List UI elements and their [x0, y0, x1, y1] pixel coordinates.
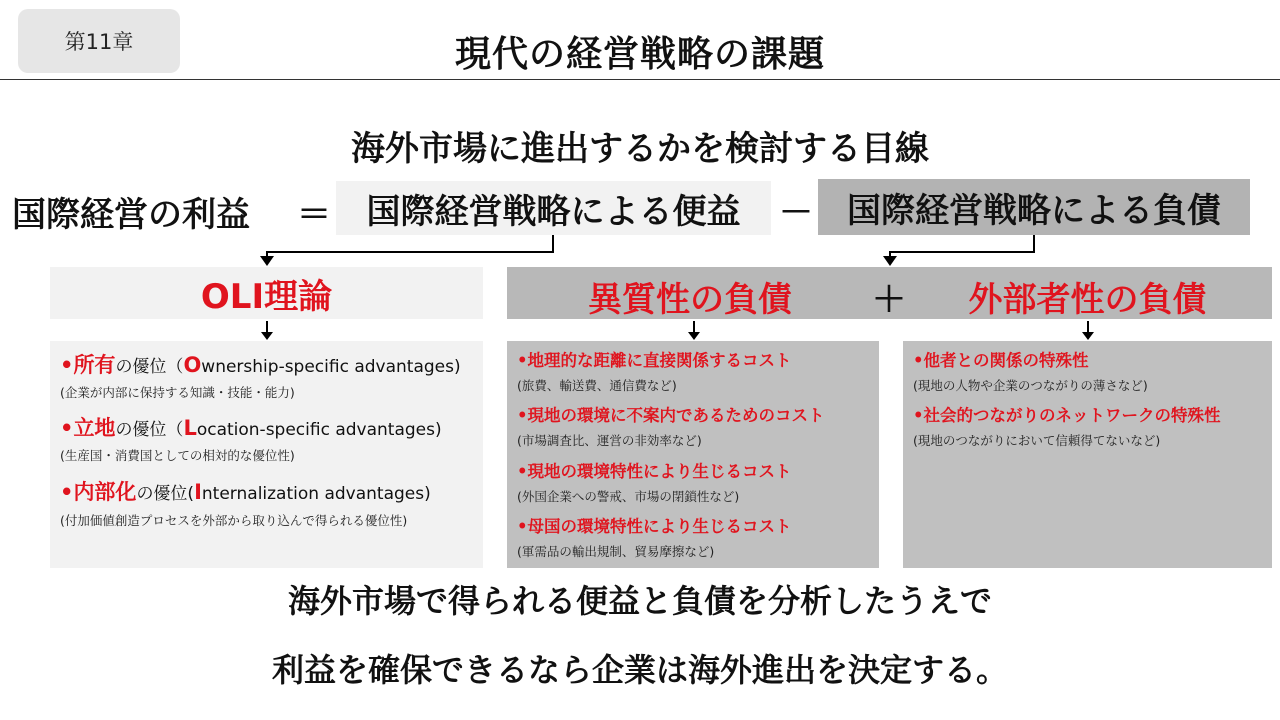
outsider-panel [903, 341, 1272, 568]
outsider-title: 外部者性の負債 [968, 280, 1207, 320]
bullet: • [60, 353, 74, 377]
oli-item-ownership [60, 349, 461, 379]
oli-note-location: (生産国・消費国としての相対的な優位性) [60, 448, 295, 463]
arrow-down-oli-icon [260, 321, 274, 341]
arrow-down-outsider-icon [1081, 321, 1095, 341]
oli-rest: wnership-specific advantages) [201, 357, 461, 377]
heterogeneity-note: (外国企業への警戒、市場の閉鎖性など) [517, 489, 740, 504]
heterogeneity-item: •現地の環境に不案内であるためのコスト [517, 406, 825, 425]
oli-key: 所有 [73, 353, 116, 377]
oli-item-internalization [60, 476, 431, 506]
heterogeneity-item: •母国の環境特性により生じるコスト [517, 517, 792, 536]
oli-key: 立地 [73, 416, 116, 440]
heterogeneity-note: (旅費、輸送費、通信費など) [517, 378, 677, 393]
equation-minus: － [779, 193, 813, 233]
outsider-note: (現地の人物や企業のつながりの薄さなど) [913, 378, 1148, 393]
oli-rest: ocation-specific advantages) [196, 420, 442, 440]
equation-benefit: 国際経営戦略による便益 [366, 191, 741, 232]
oli-item-location [60, 412, 442, 442]
equation-liability: 国際経営戦略による負債 [847, 190, 1221, 231]
outsider-item: •社会的つながりのネットワークの特殊性 [913, 406, 1221, 425]
oli-title: OLI理論 [200, 276, 333, 317]
title-divider [0, 79, 1280, 80]
equation-benefit-box [336, 181, 771, 235]
arrow-down-heterogeneity-icon [687, 321, 701, 341]
oli-mid: の優位（ [115, 420, 184, 440]
oli-letter: I [194, 480, 202, 504]
oli-mid: の優位（ [115, 357, 184, 377]
oli-mid: の優位( [136, 484, 195, 504]
bullet: • [60, 480, 74, 504]
oli-letter: L [183, 416, 197, 440]
outsider-note: (現地のつながりにおいて信頼得てないなど) [913, 433, 1161, 448]
outsider-item: •他者との関係の特殊性 [913, 351, 1089, 370]
plus-sign: ＋ [872, 280, 906, 320]
subtitle: 海外市場に進出するかを検討する目線 [351, 129, 929, 169]
equation-equals: ＝ [297, 195, 331, 235]
oli-letter: O [183, 353, 202, 377]
equation-profit: 国際経営の利益 [12, 195, 250, 235]
heterogeneity-note: (市場調査比、運営の非効率など) [517, 433, 702, 448]
oli-key: 内部化 [73, 480, 137, 504]
heterogeneity-item: •地理的な距離に直接関係するコスト [517, 351, 792, 370]
oli-rest: nternalization advantages) [201, 484, 431, 504]
heterogeneity-panel [507, 341, 879, 568]
page-title: 現代の経営戦略の課題 [454, 34, 825, 75]
conclusion-line-2: 利益を確保できるなら企業は海外進出を決定する。 [271, 651, 1008, 689]
chapter-badge [18, 9, 180, 73]
bullet: • [60, 416, 74, 440]
heterogeneity-title: 異質性の負債 [588, 280, 792, 320]
arrowhead-to-liabilities-icon [883, 256, 897, 266]
heterogeneity-note: (軍需品の輸出規制、貿易摩擦など) [517, 544, 715, 559]
connector-benefit-horizontal [266, 251, 554, 253]
conclusion-line-1: 海外市場で得られる便益と負債を分析したうえで [287, 582, 992, 620]
oli-header [50, 267, 483, 319]
oli-panel [50, 341, 483, 568]
connector-liability-horizontal [889, 251, 1035, 253]
heterogeneity-item: •現地の環境特性により生じるコスト [517, 462, 792, 481]
equation-liability-box [818, 179, 1250, 235]
arrowhead-to-oli-icon [260, 256, 274, 266]
oli-note-ownership: (企業が内部に保持する知識・技能・能力) [60, 385, 295, 400]
oli-note-internalization: (付加価値創造プロセスを外部から取り込んで得られる優位性) [60, 513, 408, 528]
chapter-label: 第11章 [64, 30, 134, 54]
